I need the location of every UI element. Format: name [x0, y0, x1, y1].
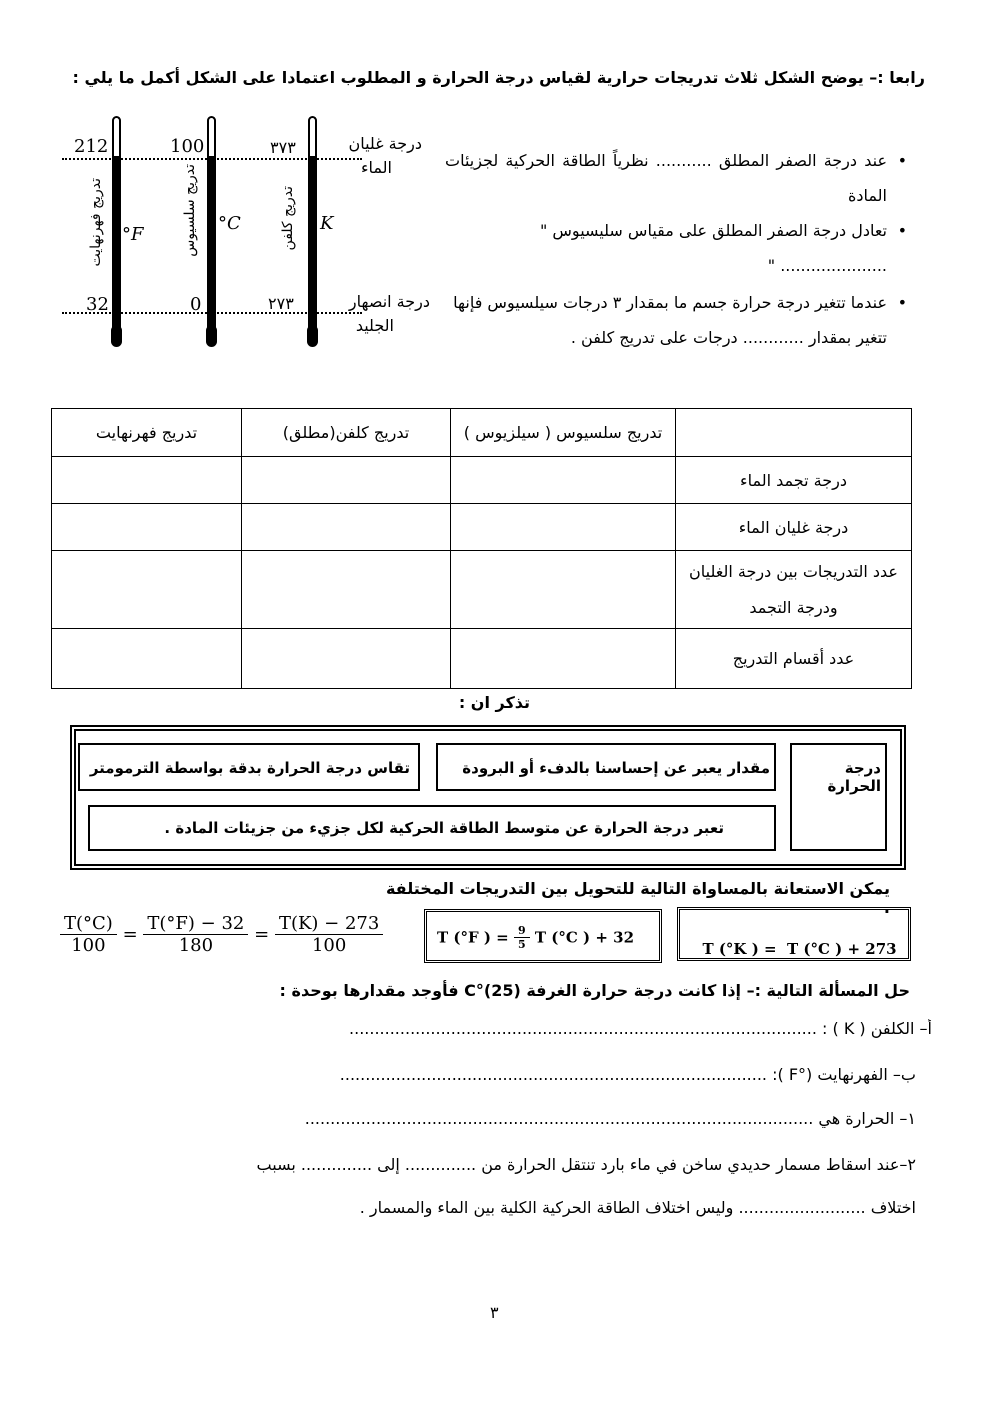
answer-cell[interactable] — [52, 629, 242, 689]
ratio-equation: $\frac{T(^\circ C)}{100}$ = $\frac{T(^\circ F) - 32}{180}$ = $\frac{T(K) - 273}{100}$ — [60, 913, 383, 956]
table-header: تدريج كلفن(مطلق) — [242, 409, 451, 457]
answer-cell[interactable] — [52, 457, 242, 504]
boiling-label: درجة غليان الماء — [348, 134, 422, 177]
fahrenheit-bottom-value: 32 — [86, 294, 109, 315]
row-label: درجة غليان الماء — [676, 504, 912, 551]
table-header: تدريج سلسيوس ( سيلزيوس ) — [451, 409, 676, 457]
expresses-box: تعبر درجة الحرارة عن متوسط الطاقة الحركية لكل جزيء من جزيئات المادة . — [88, 805, 776, 851]
table-row — [52, 551, 912, 629]
question-2-line-2[interactable]: اختلاف ......................... وليس اختلاف الطاقة الحركية الكلية بين الماء والمسمار . — [359, 1198, 916, 1217]
fahrenheit-unit: °F — [122, 224, 144, 245]
list-item: • عند درجة الصفر المطلق ........... نظرياً الطاقة الحركية لجزيئات المادة — [445, 151, 907, 205]
fahrenheit-top-value: 212 — [74, 136, 109, 157]
table-row — [52, 504, 912, 551]
row-label: عدد أقسام التدريج — [676, 629, 912, 689]
problem-part-b[interactable]: ب– الفهرنهايت (°F ): .................................................................................... — [339, 1065, 916, 1084]
answer-cell[interactable] — [242, 551, 451, 629]
problem-statement: حل المسألة التالية :– إذا كانت درجة حرارة الغرفة (25)°C فأوجد مقدارها بوحدة : — [279, 981, 910, 1000]
row-label: درجة تجمد الماء — [676, 457, 912, 504]
answer-cell[interactable] — [52, 504, 242, 551]
table-row — [52, 457, 912, 504]
row-label: عدد التدريجات بين درجة الغليان ودرجة التجمد — [676, 551, 912, 629]
kelvin-formula-box: T (°K ) = T (°C ) + 273 — [677, 907, 911, 961]
measured-box: تقاس درجة الحرارة بدقة بواسطة الترمومتر — [78, 743, 420, 791]
term-box: درجة الحرارة — [790, 743, 887, 851]
answer-cell[interactable] — [242, 629, 451, 689]
melting-label: درجة انصهار الجليد — [348, 292, 430, 335]
temperature-table — [51, 408, 912, 689]
table-header: تدريج فهرنهايت — [52, 409, 242, 457]
answer-cell[interactable] — [451, 504, 676, 551]
celsius-top-value: 100 — [170, 136, 205, 157]
table-header — [676, 409, 912, 457]
page-number: ٣ — [490, 1303, 499, 1322]
answer-cell[interactable] — [451, 457, 676, 504]
problem-part-a[interactable]: أ– الكلفن ( K ) : ............................................................................................ — [349, 1019, 932, 1038]
remember-title: تذكر ان : — [458, 693, 530, 712]
kelvin-top-value: ٣٧٣ — [270, 138, 296, 157]
bullet-list — [445, 143, 907, 355]
conversion-intro: يمكن الاستعانة بالمساواة التالية للتحويل بين التدريجات المختلفة . — [385, 879, 890, 917]
list-item: • عندما تتغير درجة حرارة جسم ما بمقدار ٣ درجات سيلسيوس فإنها تتغير بمقدار ............ درجات على تدريج كلفن . — [453, 293, 907, 347]
answer-cell[interactable] — [451, 629, 676, 689]
answer-cell[interactable] — [451, 551, 676, 629]
fahrenheit-formula-box: T (°F ) = $\frac{9}{5}$ T (°C ) + 32 — [424, 909, 662, 963]
fahrenheit-scale-name: تدريج فهرنهايت — [88, 178, 104, 267]
definition-box: مقدار يعبر عن إحساسنا بالدفء أو البرودة — [436, 743, 776, 791]
kelvin-bottom-value: ٢٧٣ — [268, 294, 294, 313]
question-1[interactable]: ١– الحرارة هي .................................................................................................... — [304, 1109, 916, 1128]
kelvin-unit: K — [320, 213, 334, 234]
question-2-line-1[interactable]: ٢–عند اسقاط مسمار حديدي ساخن في ماء بارد تنتقل الحرارة من .............. إلى .............. بسبب — [256, 1155, 916, 1174]
celsius-unit: °C — [218, 213, 241, 234]
list-item: • تعادل درجة الصفر المطلق على مقياس سليسيوس " ..................... " — [539, 221, 907, 275]
celsius-bottom-value: 0 — [190, 294, 202, 315]
answer-cell[interactable] — [52, 551, 242, 629]
answer-cell[interactable] — [242, 504, 451, 551]
table-row — [52, 629, 912, 689]
answer-cell[interactable] — [242, 457, 451, 504]
section-heading: رابعا :– يوضح الشكل ثلاث تدريجات حرارية لقياس درجة الحرارة و المطلوب اعتمادا على الشكل أكمل ما يلي : — [72, 68, 925, 87]
celsius-scale-name: تدريج سلسيوس — [182, 164, 198, 257]
kelvin-scale-name: تدريج كلفن — [280, 186, 296, 251]
